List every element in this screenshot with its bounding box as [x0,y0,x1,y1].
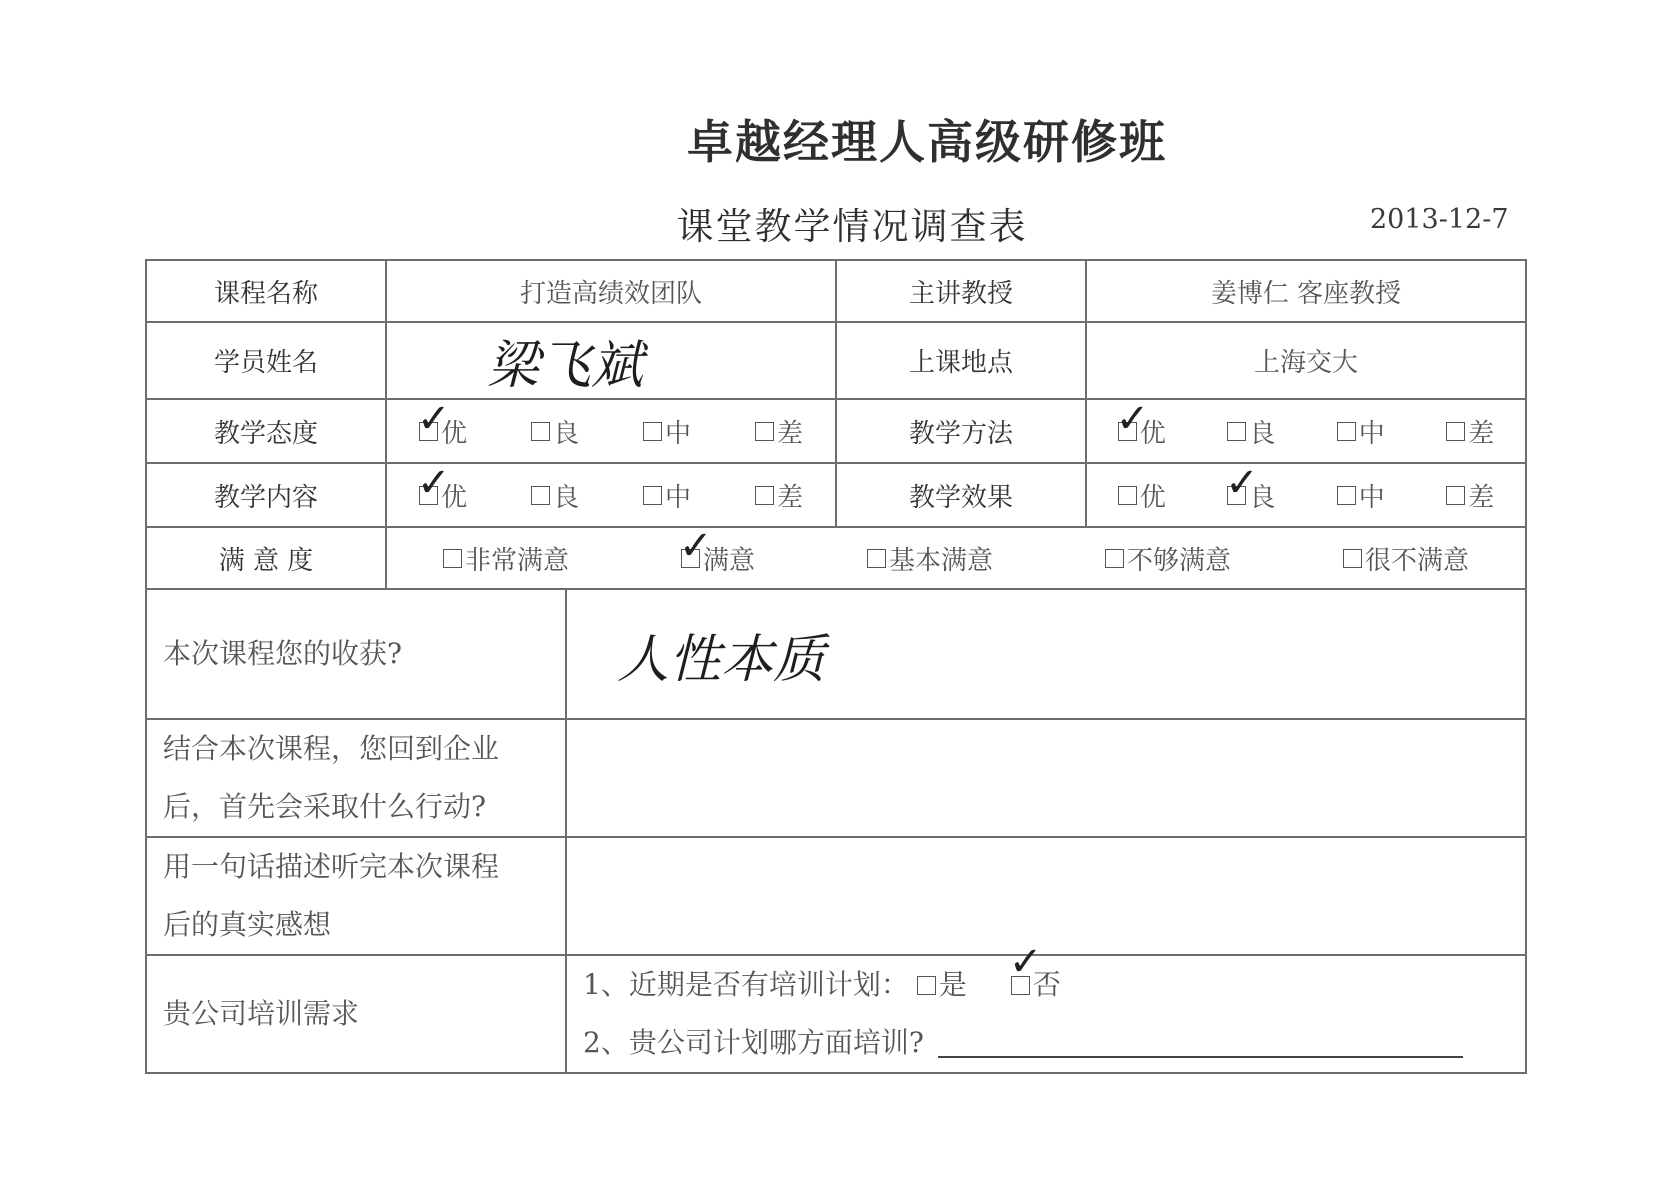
content-label: 教学内容 [146,463,386,527]
training-plan-text: 1、近期是否有培训计划： [583,968,909,1001]
training-plan-yes[interactable] [917,956,967,1014]
checkbox-icon [1446,422,1465,441]
check-mark-icon: ✓ [1115,395,1150,442]
checkbox-icon [1227,422,1246,441]
student-name-field[interactable] [386,322,836,399]
action-question [146,719,566,837]
checkbox-icon [1118,486,1137,505]
checkbox-icon [1337,486,1356,505]
check-mark-icon: ✓ [416,395,451,442]
attitude-option-label: 差 [776,418,803,449]
check-mark-icon: ✓ [416,459,451,506]
effect-option-0[interactable] [1118,477,1166,514]
satisfaction-option-label: 很不满意 [1364,545,1469,576]
method-option-3[interactable] [1446,413,1494,450]
satisfaction-option-label: 满意 [702,545,755,576]
training-needs-label: 贵公司培训需求 [146,955,566,1073]
form-subtitle: 课堂教学情况调查表 [676,205,1028,248]
check-mark-icon: ✓ [1225,459,1259,506]
satisfaction-option-4[interactable] [1343,540,1469,577]
satisfaction-option-2[interactable] [867,540,993,577]
lecturer-value: 姜博仁 客座教授 [1086,260,1526,322]
satisfaction-options [387,522,1525,577]
checkbox-icon [531,422,550,441]
attitude-option-label: 良 [552,418,579,449]
gain-question: 本次课程您的收获? [146,589,566,719]
training-area-text: 2、贵公司计划哪方面培训? [583,1026,924,1059]
checkbox-icon [1105,549,1124,568]
checkbox-icon [531,486,550,505]
attitude-option-2[interactable] [643,413,691,450]
method-options [1087,395,1525,450]
gain-answer-handwriting: 人性本质 [617,629,826,690]
effect-option-label: 中 [1358,482,1385,513]
student-name-label: 学员姓名 [146,322,386,399]
method-option-label: 差 [1468,418,1495,449]
method-option-label: 优 [1139,418,1166,449]
method-option-1[interactable] [1227,413,1275,450]
gain-answer-field[interactable] [566,589,1526,719]
feeling-question [146,837,566,955]
training-area-blank[interactable] [938,1028,1463,1058]
location-label: 上课地点 [836,322,1086,399]
content-option-0[interactable] [416,459,467,514]
feeling-answer-field[interactable] [566,837,1526,955]
check-mark-icon: ✓ [678,522,713,569]
satisfaction-option-label: 不够满意 [1126,545,1231,576]
checkbox-icon [643,486,662,505]
effect-option-1[interactable] [1225,459,1276,514]
training-plan-no-label: 否 [1032,968,1061,1001]
satisfaction-label: 满 意 度 [146,527,386,589]
effect-option-2[interactable] [1337,477,1385,514]
action-answer-field[interactable] [566,719,1526,837]
training-plan-yes-label: 是 [938,968,967,1001]
effect-option-label: 优 [1139,482,1166,513]
lecturer-label: 主讲教授 [836,260,1086,322]
location-value: 上海交大 [1086,322,1526,399]
attitude-option-label: 优 [440,418,467,449]
course-name-value: 打造高绩效团队 [386,260,836,322]
content-option-1[interactable] [531,477,579,514]
attitude-option-3[interactable] [755,413,803,450]
content-option-label: 良 [552,482,579,513]
checkbox-icon [755,422,774,441]
attitude-option-label: 中 [664,418,691,449]
checkbox-icon [1343,549,1362,568]
satisfaction-option-label: 基本满意 [888,545,993,576]
form-title: 卓越经理人高级研修班 [687,115,1167,169]
training-plan-question [567,939,1525,1014]
effect-label: 教学效果 [836,463,1086,527]
action-question-line2: 后，首先会采取什么行动? [163,790,487,823]
method-option-label: 良 [1249,418,1276,449]
satisfaction-option-0[interactable] [443,540,569,577]
content-option-label: 优 [440,482,467,513]
satisfaction-option-label: 非常满意 [464,545,569,576]
checkbox-icon [755,486,774,505]
training-plan-no[interactable] [1008,939,1061,1014]
checkbox-icon [443,549,462,568]
effect-options [1087,459,1525,514]
content-option-2[interactable] [643,477,691,514]
checkbox-icon [643,422,662,441]
content-option-label: 中 [664,482,691,513]
checkbox-icon [1446,486,1465,505]
content-option-label: 差 [776,482,803,513]
attitude-label: 教学态度 [146,399,386,463]
method-option-0[interactable] [1115,395,1166,450]
attitude-option-0[interactable] [416,395,467,450]
form-date: 2013-12-7 [1370,204,1509,235]
feeling-question-line2: 后的真实感想 [163,908,332,941]
checkbox-icon [867,549,886,568]
checkbox-icon [1337,422,1356,441]
content-option-3[interactable] [755,477,803,514]
action-question-line1: 结合本次课程，您回到企业 [163,732,500,765]
attitude-option-1[interactable] [531,413,579,450]
attitude-options [387,395,835,450]
survey-table [145,259,1527,1074]
effect-option-label: 良 [1249,482,1276,513]
satisfaction-option-1[interactable] [678,522,755,577]
check-mark-icon: ✓ [1008,939,1043,985]
feeling-question-line1: 用一句话描述听完本次课程 [163,850,500,883]
satisfaction-option-3[interactable] [1105,540,1231,577]
method-label: 教学方法 [836,399,1086,463]
effect-option-3[interactable] [1446,477,1494,514]
student-name-handwriting: 梁飞斌 [487,336,644,396]
method-option-label: 中 [1358,418,1385,449]
training-area-question [567,1014,1525,1072]
method-option-2[interactable] [1337,413,1385,450]
course-name-label: 课程名称 [146,260,386,322]
checkbox-icon [917,976,936,995]
effect-option-label: 差 [1468,482,1495,513]
content-options [387,459,835,514]
